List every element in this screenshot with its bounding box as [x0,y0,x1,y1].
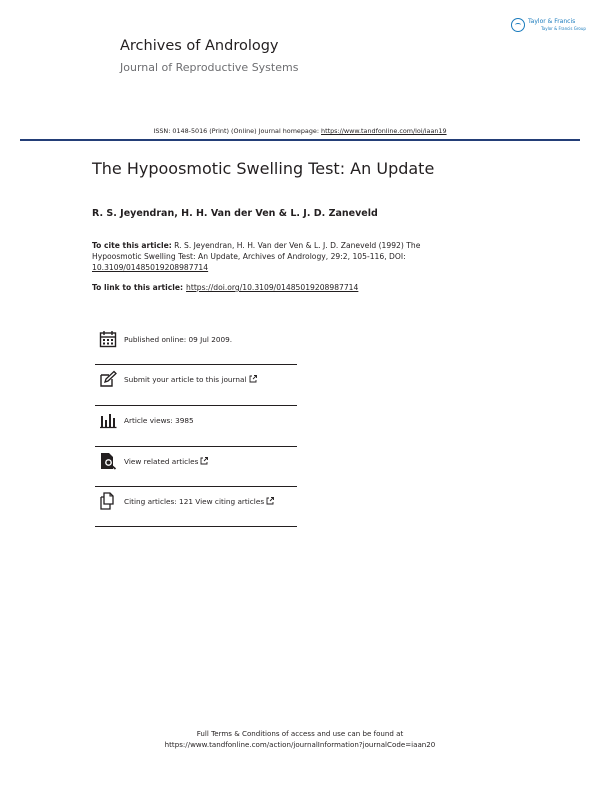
footer-terms-link[interactable]: https://www.tandfonline.com/action/journalInformation?journalCode=iaan20 [164,740,436,749]
journal-subtitle: Journal of Reproductive Systems [120,61,299,74]
related-row[interactable] [95,444,297,484]
views-row [95,403,297,443]
publisher-logo-name: Taylor & Francis [528,18,576,25]
footer-terms-text: Full Terms & Conditions of access and use can be found at [196,729,404,738]
external-link-icon [266,497,274,505]
article-title: The Hypoosmotic Swelling Test: An Update [92,159,435,178]
issn-line [0,127,600,135]
footer [0,728,600,750]
citation-block [92,240,472,273]
submit-row[interactable] [95,362,297,402]
external-link-icon [200,457,208,465]
link-label: To link to this article: [92,283,184,292]
publisher-logo-group: Taylor & Francis Group [541,26,586,31]
header-rule [20,139,580,141]
article-authors: R. S. Jeyendran, H. H. Van der Ven & L. J. D. Zaneveld [92,208,378,219]
submit-article-link[interactable] [124,375,257,384]
citation-label: To cite this article: [92,241,172,250]
bar-chart-icon [99,411,117,429]
edit-icon [99,370,117,388]
published-date: Published online: 09 Jul 2009. [124,335,233,344]
published-row [95,322,297,362]
submit-article-label: Submit your article to this journal [124,375,247,384]
article-doi-link[interactable]: https://doi.org/10.3109/01485019208987714 [186,283,359,292]
publisher-logo-icon [511,18,525,32]
related-articles-link[interactable] [124,457,208,466]
publisher-logo [511,17,586,37]
citing-row[interactable] [95,484,297,524]
link-block [92,282,472,293]
document-search-icon [99,452,117,470]
issn-text: ISSN: 0148-5016 (Print) (Online) Journal homepage: [153,127,322,135]
citing-articles-label: Citing articles: 121 View citing articles [124,497,265,506]
article-views: Article views: 3985 [124,416,194,425]
calendar-icon [99,330,117,348]
citing-articles-icon [99,492,117,510]
related-articles-label: View related articles [124,457,199,466]
journal-homepage-link[interactable]: https://www.tandfonline.com/loi/iaan19 [321,127,447,135]
info-divider [95,526,297,527]
external-link-icon [249,375,257,383]
citation-doi-link[interactable]: 10.3109/01485019208987714 [92,263,209,272]
citation-text: R. S. Jeyendran, H. H. Van der Ven & L. J. D. Zaneveld (1992) The Hypoosmotic Swelling Test: An Update, Archives of Andrology, 29:2, 105-116, DOI: [92,241,421,261]
citing-articles-link[interactable] [124,497,274,506]
journal-title: Archives of Andrology [120,38,279,54]
